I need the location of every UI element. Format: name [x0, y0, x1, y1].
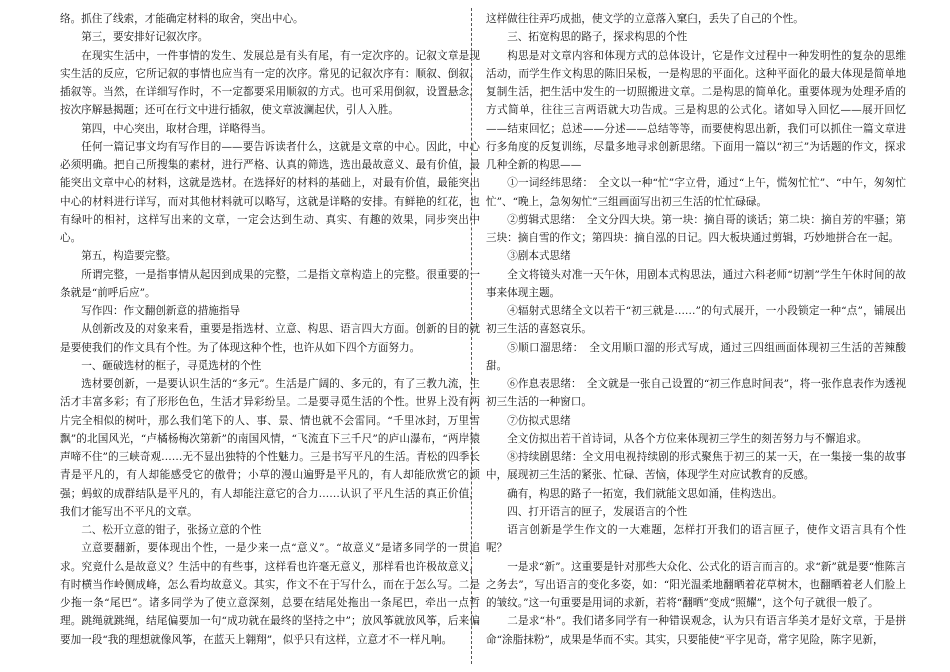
paragraph: 构思是对文章内容和体现方式的总体设计，它是作文过程中一种发明性的复杂的思维活动，而学生作文构思的陈旧呆板，一是构思的平面化。这种平面化的最大体现是简单地复制生活，把生活中发生的一切照搬进文章。二是构思的简单化。重要体现为处理矛盾的方式简单，往往三言两语就大功告成。三是构思的公式化。诸如导入回忆——展开回忆——结束回忆；总述——分述——总结等等，而要使构思出新，我们可以抓住一篇文章进行多角度的反复训练，尽量多地寻求创新思绪。下面用一篇以“初三”为话题的作文，探求几种全新的构思——	[486, 49, 906, 171]
paragraph: ⑧持续剧思绪：全文用电视持续剧的形式聚焦于初三的某一天，在一集接一集的故事中，展现初三生活的紧张、忙碌、苦恼，体现学生对应试教育的反感。	[486, 451, 906, 482]
paragraph: ⑥作息表思绪： 全文就是一张自己设置的“初三作息时间表”，将一张作息表作为透视初三生活的一种窗口。	[486, 378, 906, 409]
left-column	[60, 10, 480, 649]
paragraph: 在现实生活中，一件事情的发生、发展总是有头有尾，有一定次序的。记叙文章是现实生活的反应，它所记叙的事情也应当有一定的次序。常见的记叙次序有：顺叙、倒叙、插叙等。当然，在详细写作时，不一定都要采用顺叙的方式。也可采用倒叙，设置悬念，按次序解悬揭题；还可在行文中进行插叙，使文章波澜起伏，引人入胜。	[60, 49, 480, 117]
paragraph: 第三，要安排好记叙次序。	[81, 31, 209, 44]
paragraph: ⑦仿拟式思绪	[507, 414, 571, 427]
paragraph: 络。抓住了线索，才能确定材料的取舍，突出中心。	[60, 13, 304, 25]
paragraph: 这样做往往弄巧成拙，使文学的立意落入窠臼，丢失了自己的个性。	[486, 13, 804, 25]
paragraph: ⑤顺口溜思绪： 全文用顺口溜的形式写成，通过三四组画面体现初三生活的苦辣酸甜。	[486, 341, 906, 372]
paragraph: 全文仿拟出若干首诗词，从各个方位来体现初三学生的刻苦努力与不懈追求。	[507, 432, 868, 445]
paragraph: ④辐射式思绪全文以若干“初三就是……”的句式展开，一小段锁定一种“点”，铺展出初三生活的喜怒哀乐。	[486, 305, 906, 336]
paragraph: 从创新改及的对象来看，重要是指选材、立意、构思、语言四大方面。创新的目的就是要使我们的作文具有个性。为了体现这种个性，也许从如下四个方面努力。	[60, 323, 480, 354]
paragraph: 一、砸破选材的框子，寻觅选材的个性	[81, 359, 262, 372]
paragraph: 语言创新是学生作文的一大难题，怎样打开我们的语言匣子，使作文语言具有个性呢？	[486, 524, 906, 555]
paragraph: 第五，构造要完整。	[81, 250, 177, 263]
paragraph: 选材要创新，一是要认识生活的“多元”。生活是广阔的、多元的，有了三教九流，生活才丰富多彩；有了形形色色，生活才异彩纷呈。二是要寻觅生活的个性。世界上没有两片完全相似的树叶，那么我们笔下的人、事、景、情也就不会雷同。“千里冰封，万里雪飘”的北国风光，“卢橘杨梅次第新”的南国风情，“飞流直下三千尺”的庐山瀑布，“两岸猿声啼不住”的三峡奇观……无不显出独特的个性魅力。三是书写平凡的生活。青松的四季长青是平凡的，有人却能感受它的傲骨；小草的漫山遍野是平凡的，有人却能欣赏它的顽强；蚂蚁的成群结队是平凡的，有人却能注意它的合力……认识了平凡生活的真正价值，我们才能写出不平凡的文章。	[60, 378, 480, 518]
paragraph: ①一词经纬思绪： 全文以一种“忙”字立骨，通过“上午，慌匆忙忙”、“中午，匆匆忙忙”、“晚上，急匆匆忙”三组画面写出初三生活的忙忙碌碌。	[486, 177, 906, 208]
paragraph: 二是求“朴”。我们诸多同学有一种错误观念，认为只有语言华美才是好文章，于是拼命“涂脂抹粉”，成果是华而不实。其实，只要能使“平字见奇，常字见险，陈字见新，	[486, 615, 906, 646]
paragraph: ②剪辑式思绪： 全文分四大块。第一块：摘自哥的谈话；第二块：摘自芳的牢骚；第三块：摘自雪的作文；第四块：摘自泓的日记。四大板块通过剪辑，巧妙地拼合在一起。	[486, 213, 906, 244]
paragraph: 全文将镜头对准一天午休，用剧本式构思法，通过六科老师“切割”学生午休时间的故事来体现主题。	[486, 268, 906, 299]
paragraph: 第四，中心突出，取材合理，详略得当。	[81, 122, 272, 135]
paragraph: 三、拓宽构思的路子，探求构思的个性	[507, 31, 688, 44]
paragraph: 任何一篇记事文均有写作目的——要告诉读者什么，这就是文章的中心。因此，中心必须明确。把自己所搜集的素材，进行严格、认真的筛选，选出最故意义、最有价值，最能突出文章中心的材料，这就是选材。在选择好的材料的基础上，对最有价值，最能突出中心的材料进行详写，而对其他材料就可以略写，这就是详略的安排。有鲜艳的红花，也有绿叶的相衬，这样写出来的文章，一定会达到生动、真实、有趣的效果，同步突出中心。	[60, 140, 480, 244]
paragraph: 一是求“新”。这重要是针对那些大众化、公式化的语言而言的。求“新”就是要“惟陈言之务去”，写出语言的变化多姿，如：“阳光温柔地翻晒着花草树木，也翻晒着老人们脸上的皱纹。”这一句重要是用词的求新，若将“翻晒”变成“照耀”，这个句子就很一般了。	[486, 560, 906, 609]
paragraph: 确有，构思的路子一拓宽，我们就能文思如涌，佳构迭出。	[507, 487, 783, 500]
right-column	[486, 10, 906, 649]
paragraph: 四、打开语言的匣子，发展语言的个性	[507, 505, 688, 518]
paragraph: 二、松开立意的钳子，张扬立意的个性	[81, 524, 262, 536]
paragraph: 立意要翻新，要体现出个性，一是少来一点“意义”。“故意义”是诸多同学的一贯追求。究竟什么是故意义？生活中的有些事，这样看也许毫无意义，那样看也许极故意义，有时横当作岭侧成峰，怎么看均故意义。其实，作文不在于写什么，而在于怎么写。二是少拖一条“尾巴”。诸多同学为了使立意深刻，总要在结尾处拖出一条尾巴，牵出一点哲理。跳绳就跳绳，结尾偏要加一句“成功就在最终的坚持之中”；放风筝就放风筝，后来偏要加一段“我的理想就像风筝，在蓝天上翱翔”，似乎只有这样，立意才不一样凡响。	[60, 542, 480, 646]
column-divider	[471, 8, 472, 664]
paragraph: 写作四：作文翻创新意的措施指导	[81, 305, 241, 317]
paragraph: 所谓完整，一是指事情从起因到成果的完整，二是指文章构造上的完整。很重要的一条就是“前呼后应”。	[60, 268, 480, 299]
paragraph: ③剧本式思绪	[507, 250, 571, 263]
